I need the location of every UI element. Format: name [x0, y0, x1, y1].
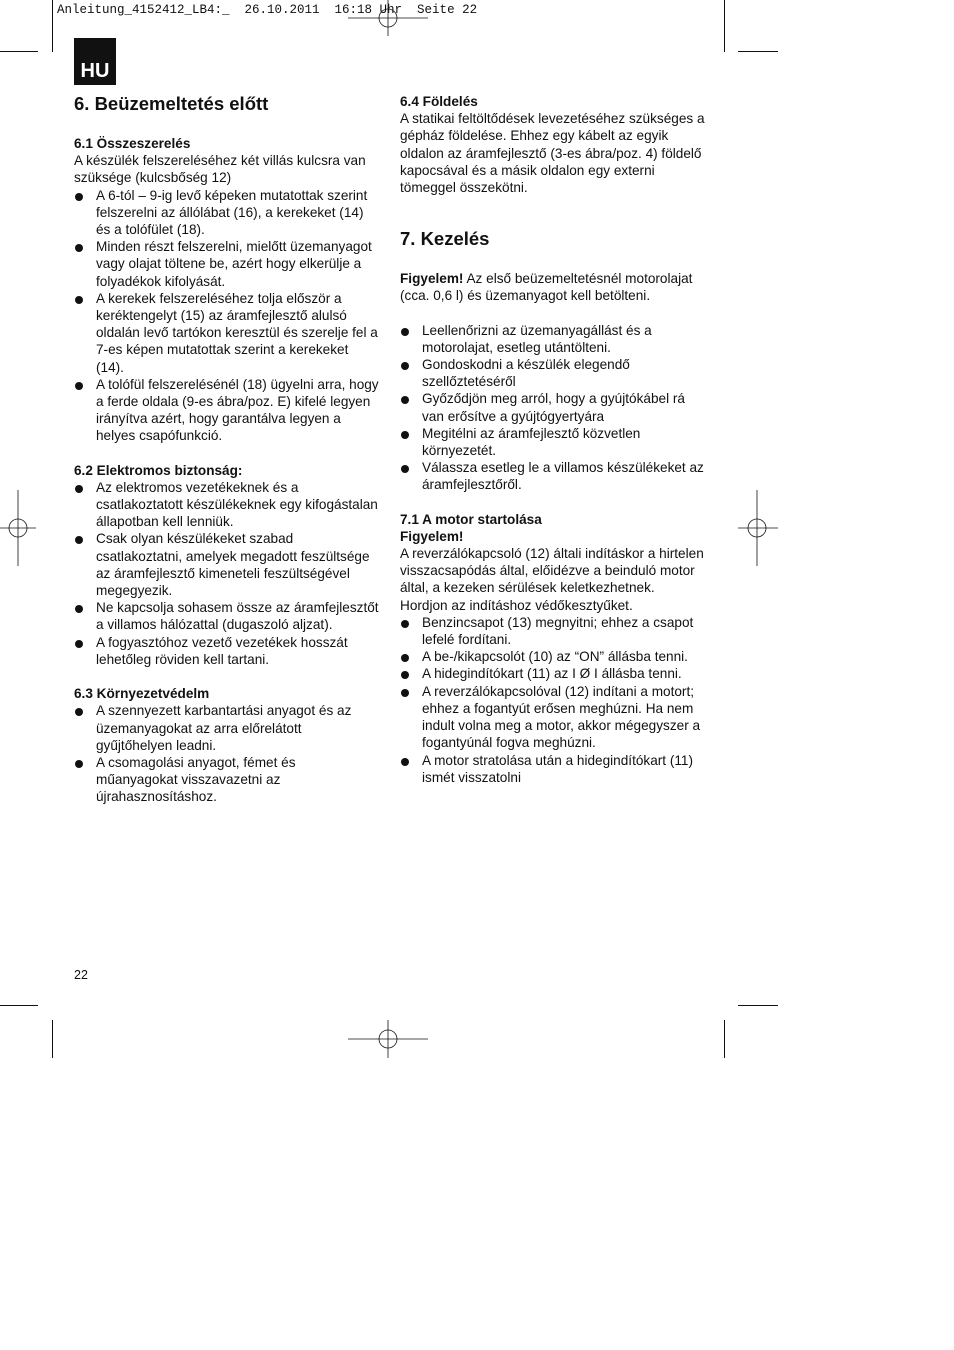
crop-mark	[0, 51, 38, 52]
section-6-2-list	[74, 479, 379, 668]
section-7-list	[400, 322, 705, 494]
list-item: Az elektromos vezetékeknek és a csatlakoztatott készülékeknek egy kifogástalan állapotban kell lenniük.	[74, 479, 379, 531]
list-item: A hidegindítókart (11) az I Ø I állásba tenni.	[400, 665, 705, 682]
list-item: A kerekek felszereléséhez tolja először a keréktengelyt (15) az áramfejlesztő alulsó oldalán levő tartókon keresztül és szerelje fel a 7-es képen mutatottak szerint a kerekeket (14).	[74, 290, 379, 376]
section-6-3-title: 6.3 Környezetvédelm	[74, 686, 210, 702]
page-number: 22	[74, 968, 88, 982]
section-7-1-list	[400, 614, 705, 786]
section-6-1-intro: A készülék felszereléséhez két villás kulcsra van szüksége (kulcsbőség 12)	[74, 153, 366, 186]
list-item: A szennyezett karbantartási anyagot és az üzemanyagokat az arra előrelátott gyűjtőhelyen leadni.	[74, 702, 379, 754]
section-6-1-title: 6.1 Összeszerelés	[74, 136, 191, 151]
left-column	[74, 93, 379, 806]
crop-mark	[738, 51, 778, 52]
section-7-attention	[400, 270, 705, 304]
list-item: A reverzálókapcsolóval (12) indítani a motort; ehhez a fogantyút erősen meghúzni. Ha nem indult volna meg a motor, akkor mégegyszer a fogantyúnál fogva meghúzni.	[400, 683, 705, 752]
registration-mark-icon	[348, 1020, 428, 1058]
crop-mark	[0, 1005, 38, 1006]
section-7-1-attention-label: Figyelem!	[400, 528, 464, 544]
section-6-3-list	[74, 702, 379, 805]
print-header: Anleitung_4152412_LB4:_ 26.10.2011 16:18 Uhr Seite 22	[57, 3, 478, 17]
attention-text: Az első beüzemeltetésnél motorolajat (cca. 0,6 l) és üzemanyagot kell betölteni.	[400, 271, 693, 304]
list-item: Benzincsapot (13) megnyitni; ehhez a csapot lefelé fordítani.	[400, 614, 705, 648]
list-item: Győződjön meg arról, hogy a gyújtókábel rá van erősítve a gyújtógyertyára	[400, 390, 705, 424]
list-item: Válassza esetleg le a villamos készülékeket az áramfejlesztőről.	[400, 459, 705, 493]
crop-mark	[738, 1005, 778, 1006]
section-7-1-text: A reverzálókapcsoló (12) általi indításkor a hirtelen visszacsapódás által, előidézve a beinduló motor által, a kezeken sérülések keletkezhetnek. Hordjon az indításhoz védőkesztyűket.	[400, 546, 704, 613]
section-6-2-title: 6.2 Elektromos biztonság:	[74, 462, 243, 478]
section-6-title: 6. Beüzemeltetés előtt	[74, 93, 269, 114]
list-item: Leellenőrizni az üzemanyagállást és a motorolajat, esetleg utántölteni.	[400, 322, 705, 356]
language-badge: HU	[74, 38, 116, 85]
crop-mark	[52, 0, 53, 52]
section-6-1-list	[74, 187, 379, 445]
list-item: Csak olyan készülékeket szabad csatlakoztatni, amelyek megadott feszültsége az áramfejlesztő kimeneteli feszültségével megegyezik.	[74, 530, 379, 599]
list-item: A motor stratolása után a hidegindítókart (11) ismét visszatolni	[400, 752, 705, 786]
list-item: Megitélni az áramfejlesztő közvetlen környezetét.	[400, 425, 705, 459]
list-item: Gondoskodni a készülék elegendő szellőztetéséről	[400, 356, 705, 390]
crop-mark	[724, 1020, 725, 1058]
registration-mark-icon	[738, 490, 778, 566]
list-item: Minden részt felszerelni, mielőtt üzemanyagot vagy olajat töltene be, azért hogy elkerülje a folyadékok kifolyását.	[74, 238, 379, 290]
section-7-1-title: 7.1 A motor startolása	[400, 511, 542, 527]
section-6-4-text: A statikai feltöltődések levezetéséhez szükséges a gépház földelése. Ehhez egy kábelt az egyik oldalon az áramfejlesztő (3-es ábra/poz. 4) földelő kapocsával és a másik oldalon egy externi tömeggel összekötni.	[400, 111, 705, 196]
right-column	[400, 93, 705, 786]
registration-mark-icon	[0, 490, 36, 566]
crop-mark	[52, 1020, 53, 1058]
list-item: A csomagolási anyagot, fémet és műanyagokat visszavazetni az újrahasznosításhoz.	[74, 754, 379, 806]
attention-label: Figyelem!	[400, 271, 464, 287]
list-item: Ne kapcsolja sohasem össze az áramfejlesztőt a villamos hálózattal (dugaszoló aljzat).	[74, 599, 379, 633]
crop-mark	[724, 0, 725, 52]
section-7-title: 7. Kezelés	[400, 228, 490, 250]
list-item: A be-/kikapcsolót (10) az “ON” állásba tenni.	[400, 648, 705, 665]
list-item: A 6-tól – 9-ig levő képeken mutatottak szerint felszerelni az állólábat (16), a kerekeket (14) és a tolófület (18).	[74, 187, 379, 239]
section-6-4-title: 6.4 Földelés	[400, 94, 478, 109]
list-item: A tolófül felszerelésénél (18) ügyelni arra, hogy a ferde oldala (9-es ábra/poz. E) kifelé legyen irányítva azért, hogy garantálva legyen a helyes csapófunkció.	[74, 376, 379, 445]
registration-mark-icon	[348, 0, 428, 36]
list-item: A fogyasztóhoz vezető vezetékek hosszát lehetőleg röviden kell tartani.	[74, 634, 379, 668]
